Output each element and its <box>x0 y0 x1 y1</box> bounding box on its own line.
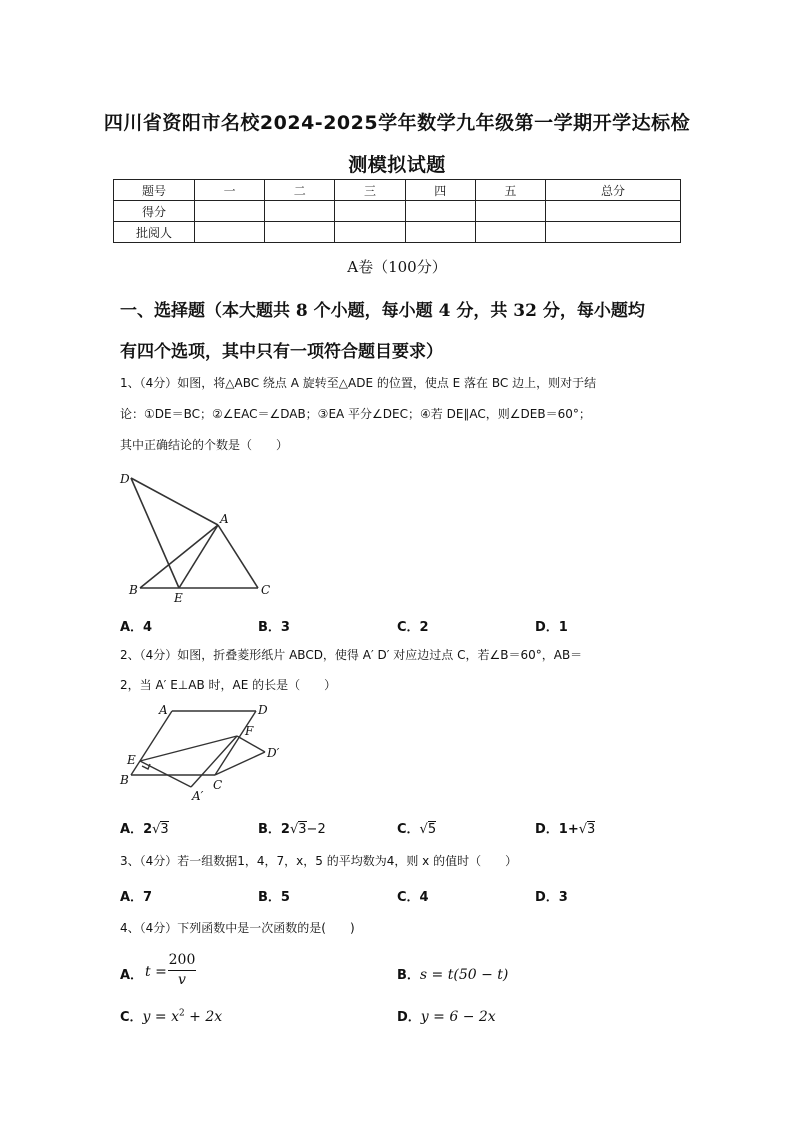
score-table-cell: 总分 <box>546 180 681 201</box>
sqrt-symbol: √ <box>578 822 588 837</box>
q1-option-d[interactable]: D．1 <box>535 620 568 635</box>
q3-option-d[interactable]: D．3 <box>535 890 568 905</box>
option-expr-post: + 2x <box>184 1009 223 1025</box>
option-letter: C． <box>397 822 420 837</box>
q2-label-C: C <box>213 778 223 792</box>
q2-label-D-prime: D′ <box>267 746 280 760</box>
fraction-numerator: 200 <box>168 952 196 968</box>
q1-option-b[interactable]: B．3 <box>258 620 290 635</box>
q2-text-line2: 2，当 A′ E⊥AB 时，AE 的长是（ ） <box>120 678 337 692</box>
score-table-cell <box>195 201 265 222</box>
score-table-cell <box>405 201 475 222</box>
option-letter: D． <box>397 1010 421 1025</box>
option-expr-pre: 2 <box>280 822 290 837</box>
section-heading-line1: 一、选择题（本大题共 8 个小题，每小题 4 分，共 32 分，每小题均 <box>120 301 645 321</box>
score-table-cell <box>195 222 265 243</box>
q4-option-c[interactable] <box>120 1006 222 1025</box>
score-table-header-row <box>114 180 681 201</box>
q1-text-line2: 论：①DE＝BC；②∠EAC＝∠DAB；③EA 平分∠DEC；④若 DE∥AC，则∠DEB＝60°； <box>120 407 591 421</box>
sqrt-symbol: √ <box>289 822 299 837</box>
q3-text: 3、（4分）若一组数据1，4，7，x，5 的平均数为4，则 x 的值时（ ） <box>120 854 518 868</box>
q2-label-D: D <box>258 703 268 717</box>
option-expr-pre: 2 <box>143 822 153 837</box>
option-letter: A． <box>120 822 144 837</box>
option-letter: B． <box>397 968 420 983</box>
q2-figure <box>112 700 292 805</box>
option-letter: C． <box>120 1010 143 1025</box>
q1-label-B: B <box>129 583 138 597</box>
score-table-cell: 三 <box>335 180 405 201</box>
q1-label-C: C <box>261 583 271 597</box>
radicand: 3 <box>160 822 169 837</box>
sqrt-symbol: √ <box>419 822 428 837</box>
score-table-cell <box>475 222 545 243</box>
option-expr-pre: y = x <box>142 1009 179 1025</box>
q4-option-d[interactable] <box>397 1006 496 1025</box>
q2-label-A-prime: A′ <box>192 789 204 803</box>
score-table-cell: 二 <box>265 180 335 201</box>
exponent: 2 <box>178 1008 185 1019</box>
section-heading-line2: 有四个选项，其中只有一项符合题目要求） <box>120 342 443 362</box>
score-table-cell: 五 <box>475 180 545 201</box>
q3-option-c[interactable]: C．4 <box>397 890 429 905</box>
q1-label-D: D <box>120 472 130 486</box>
exam-title-line2: 测模拟试题 <box>348 154 446 176</box>
exam-title-line1: 四川省资阳市名校2024-2025学年数学九年级第一学期开学达标检 <box>103 112 691 134</box>
option-letter: B． <box>258 822 281 837</box>
sqrt-symbol: √ <box>152 822 161 837</box>
q2-option-a[interactable] <box>120 818 169 837</box>
score-table-cell <box>335 222 405 243</box>
q2-option-c[interactable] <box>397 818 436 837</box>
q2-text-line1: 2、（4分）如图，折叠菱形纸片 ABCD，使得 A′ D′ 对应边过点 C，若∠B＝60°，AB＝ <box>120 648 583 662</box>
q2-label-F: F <box>245 724 254 738</box>
score-table-cell: 题号 <box>114 180 195 201</box>
q1-option-a[interactable]: A．4 <box>120 620 153 635</box>
radicand: 5 <box>427 822 437 837</box>
radicand: 3 <box>298 822 307 837</box>
q1-label-A: A <box>220 512 229 526</box>
option-lhs: t = <box>145 964 167 980</box>
score-table-cell <box>546 201 681 222</box>
fraction-bar <box>168 970 196 971</box>
q1-option-c[interactable]: C．2 <box>397 620 429 635</box>
q1-text-line1: 1、（4分）如图，将△ABC 绕点 A 旋转至△ADE 的位置，使点 E 落在 BC 边上，则对于结 <box>120 376 597 390</box>
score-table-cell <box>475 201 545 222</box>
q3-option-a[interactable]: A．7 <box>120 890 153 905</box>
q1-text-line3: 其中正确结论的个数是（ ） <box>120 438 289 452</box>
score-table-cell <box>335 201 405 222</box>
q4-option-b[interactable] <box>397 964 508 983</box>
q1-label-E: E <box>174 591 183 605</box>
q2-label-A: A <box>159 703 168 717</box>
score-table-cell: 批阅人 <box>114 222 195 243</box>
q2-option-d[interactable] <box>535 818 595 837</box>
q1-figure <box>110 465 290 610</box>
q4-text: 4、（4分）下列函数中是一次函数的是( ) <box>120 921 355 935</box>
radicand: 3 <box>587 822 596 837</box>
score-table-row <box>114 201 681 222</box>
fraction-denominator: v <box>178 972 186 988</box>
score-table-cell: 得分 <box>114 201 195 222</box>
q3-option-b[interactable]: B．5 <box>258 890 290 905</box>
score-table-cell: 一 <box>195 180 265 201</box>
option-expr-pre: 1+ <box>558 822 579 837</box>
q2-label-B: B <box>120 773 129 787</box>
q2-option-b[interactable] <box>258 818 326 837</box>
score-table-row <box>114 222 681 243</box>
score-table-cell <box>265 201 335 222</box>
option-expr: y = 6 − 2x <box>420 1009 496 1025</box>
score-table-cell <box>546 222 681 243</box>
score-table-cell: 四 <box>405 180 475 201</box>
option-expr-post: −2 <box>306 822 326 837</box>
score-table <box>113 179 681 243</box>
score-table-cell <box>405 222 475 243</box>
option-expr: s = t(50 − t) <box>419 967 509 983</box>
q2-label-E: E <box>127 753 136 767</box>
option-letter: A． <box>120 968 144 983</box>
score-table-cell <box>265 222 335 243</box>
option-letter: D． <box>535 822 559 837</box>
paper-label: A卷（100分） <box>347 258 447 276</box>
